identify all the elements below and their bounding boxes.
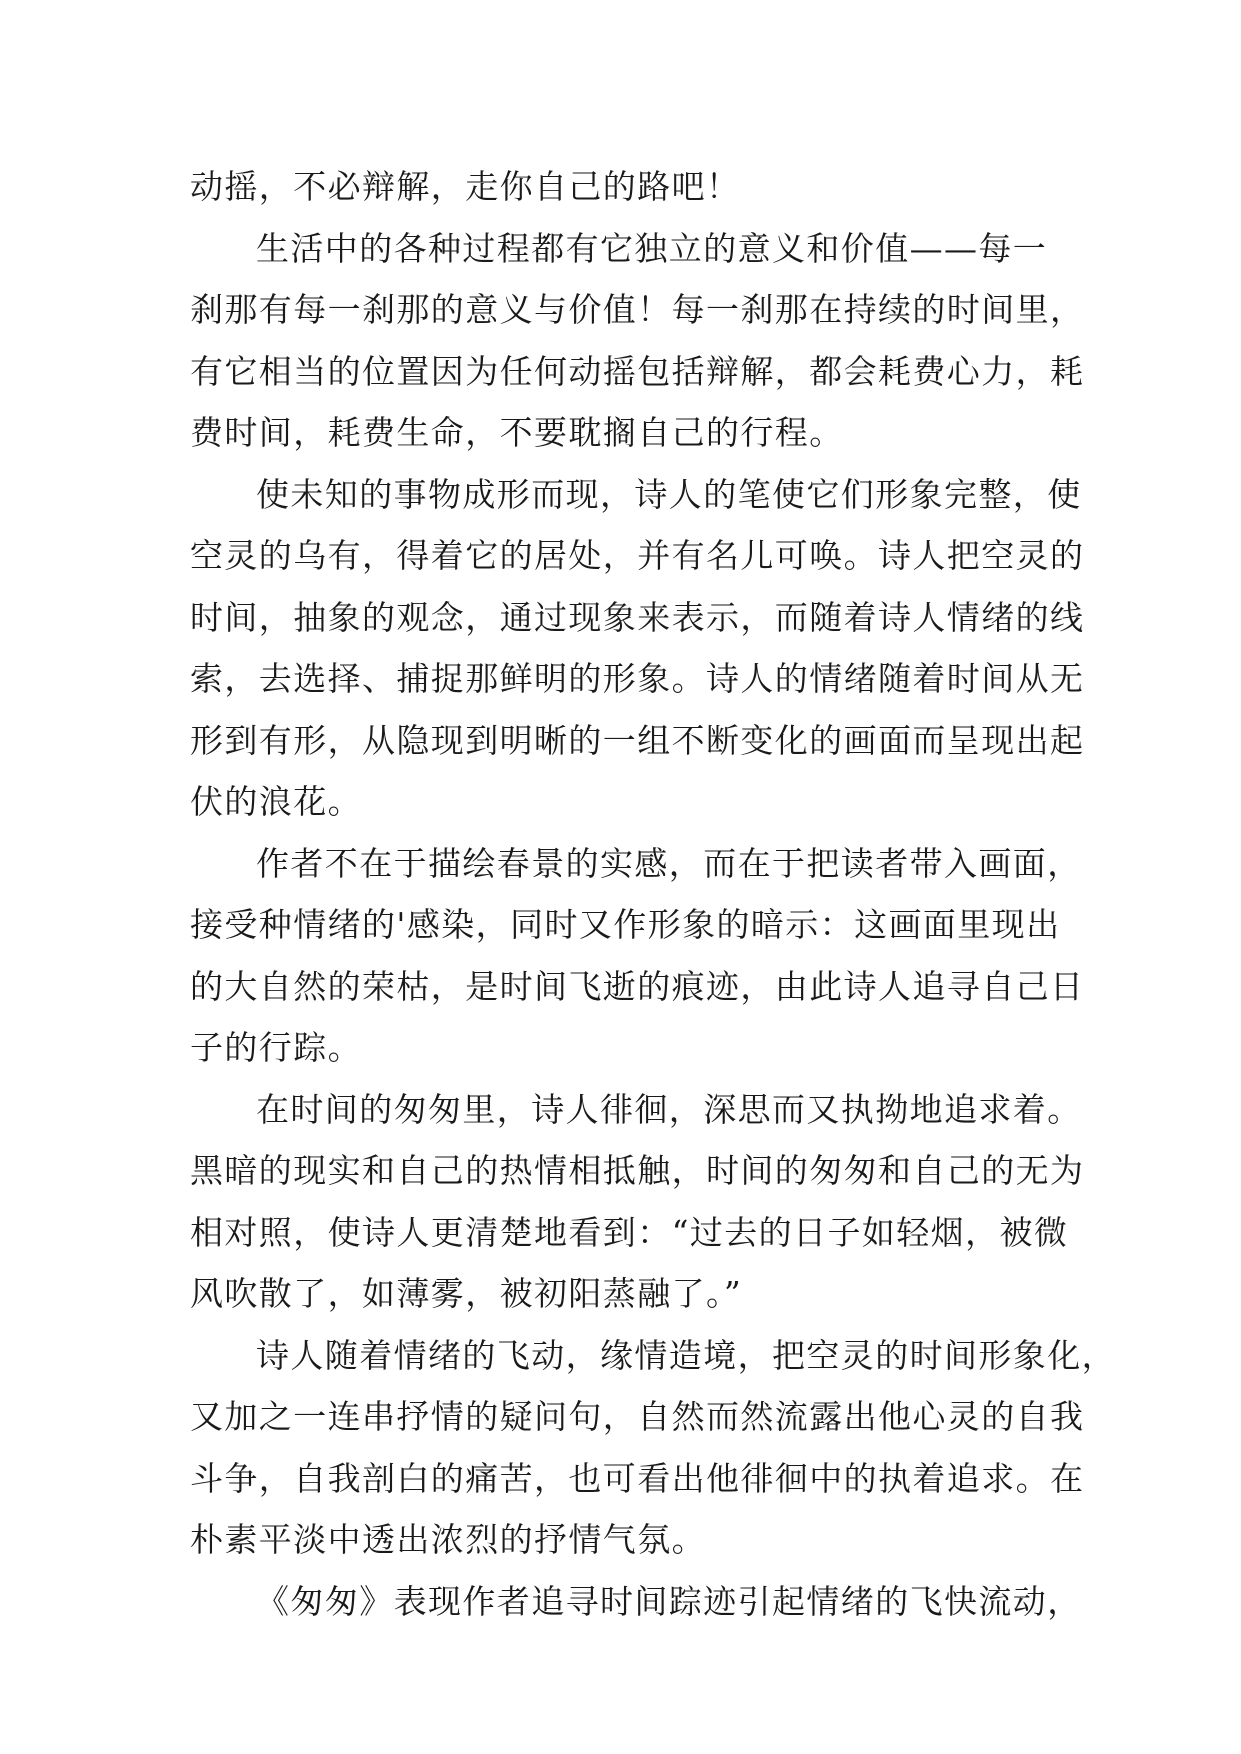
text-line: 斗争，自我剖白的痛苦，也可看出他徘徊中的执着追求。在 xyxy=(190,1458,1085,1498)
document-body xyxy=(190,156,1116,1632)
text-line: 动摇，不必辩解，走你自己的路吧！ xyxy=(190,167,741,206)
text-line: 索，去选择、捕捉那鲜明的形象。诗人的情绪随着时间从无 xyxy=(190,659,1085,698)
text-line: 《匆匆》表现作者追寻时间踪迹引起情绪的飞快流动， xyxy=(256,1581,1082,1621)
text-line: 伏的浪花。 xyxy=(190,782,362,821)
text-line: 又加之一连串抒情的疑问句，自然而然流露出他心灵的自我 xyxy=(190,1397,1085,1436)
text-line: 朴素平淡中透出浓烈的抒情气氛。 xyxy=(190,1520,706,1559)
text-line: 黑暗的现实和自己的热情相抵触，时间的匆匆和自己的无为 xyxy=(190,1151,1085,1190)
text-line: 风吹散了，如薄雾，被初阳蒸融了。” xyxy=(190,1274,743,1313)
text-line: 作者不在于描绘春景的实感，而在于把读者带入画面， xyxy=(256,843,1082,883)
text-line: 费时间，耗费生命，不要耽搁自己的行程。 xyxy=(190,413,844,452)
text-line: 生活中的各种过程都有它独立的意义和价值——每一 xyxy=(256,228,1048,268)
text-line: 形到有形，从隐现到明晰的一组不断变化的画面而呈现出起 xyxy=(190,720,1085,760)
text-line: 刹那有每一刹那的意义与价值！每一刹那在持续的时间里， xyxy=(190,290,1085,329)
text-line: 相对照，使诗人更清楚地看到：“过去的日子如轻烟，被微 xyxy=(190,1212,1069,1252)
text-line: 有它相当的位置因为任何动摇包括辩解，都会耗费心力，耗 xyxy=(190,351,1085,391)
text-line: 的大自然的荣枯，是时间飞逝的痕迹，由此诗人追寻自己日 xyxy=(190,966,1085,1006)
text-line: 子的行踪。 xyxy=(190,1028,362,1067)
text-line: 时间，抽象的观念，通过现象来表示，而随着诗人情绪的线 xyxy=(190,597,1085,637)
text-line: 空灵的乌有，得着它的居处，并有名儿可唤。诗人把空灵的 xyxy=(190,536,1085,575)
text-line: 诗人随着情绪的飞动，缘情造境，把空灵的时间形象化， xyxy=(256,1335,1116,1375)
text-line: 在时间的匆匆里，诗人徘徊，深思而又执拗地追求着。 xyxy=(256,1089,1082,1129)
text-line: 接受种情绪的'感染，同时又作形象的暗示：这画面里现出 xyxy=(190,905,1061,944)
text-line: 使未知的事物成形而现，诗人的笔使它们形象完整，使 xyxy=(256,474,1082,514)
